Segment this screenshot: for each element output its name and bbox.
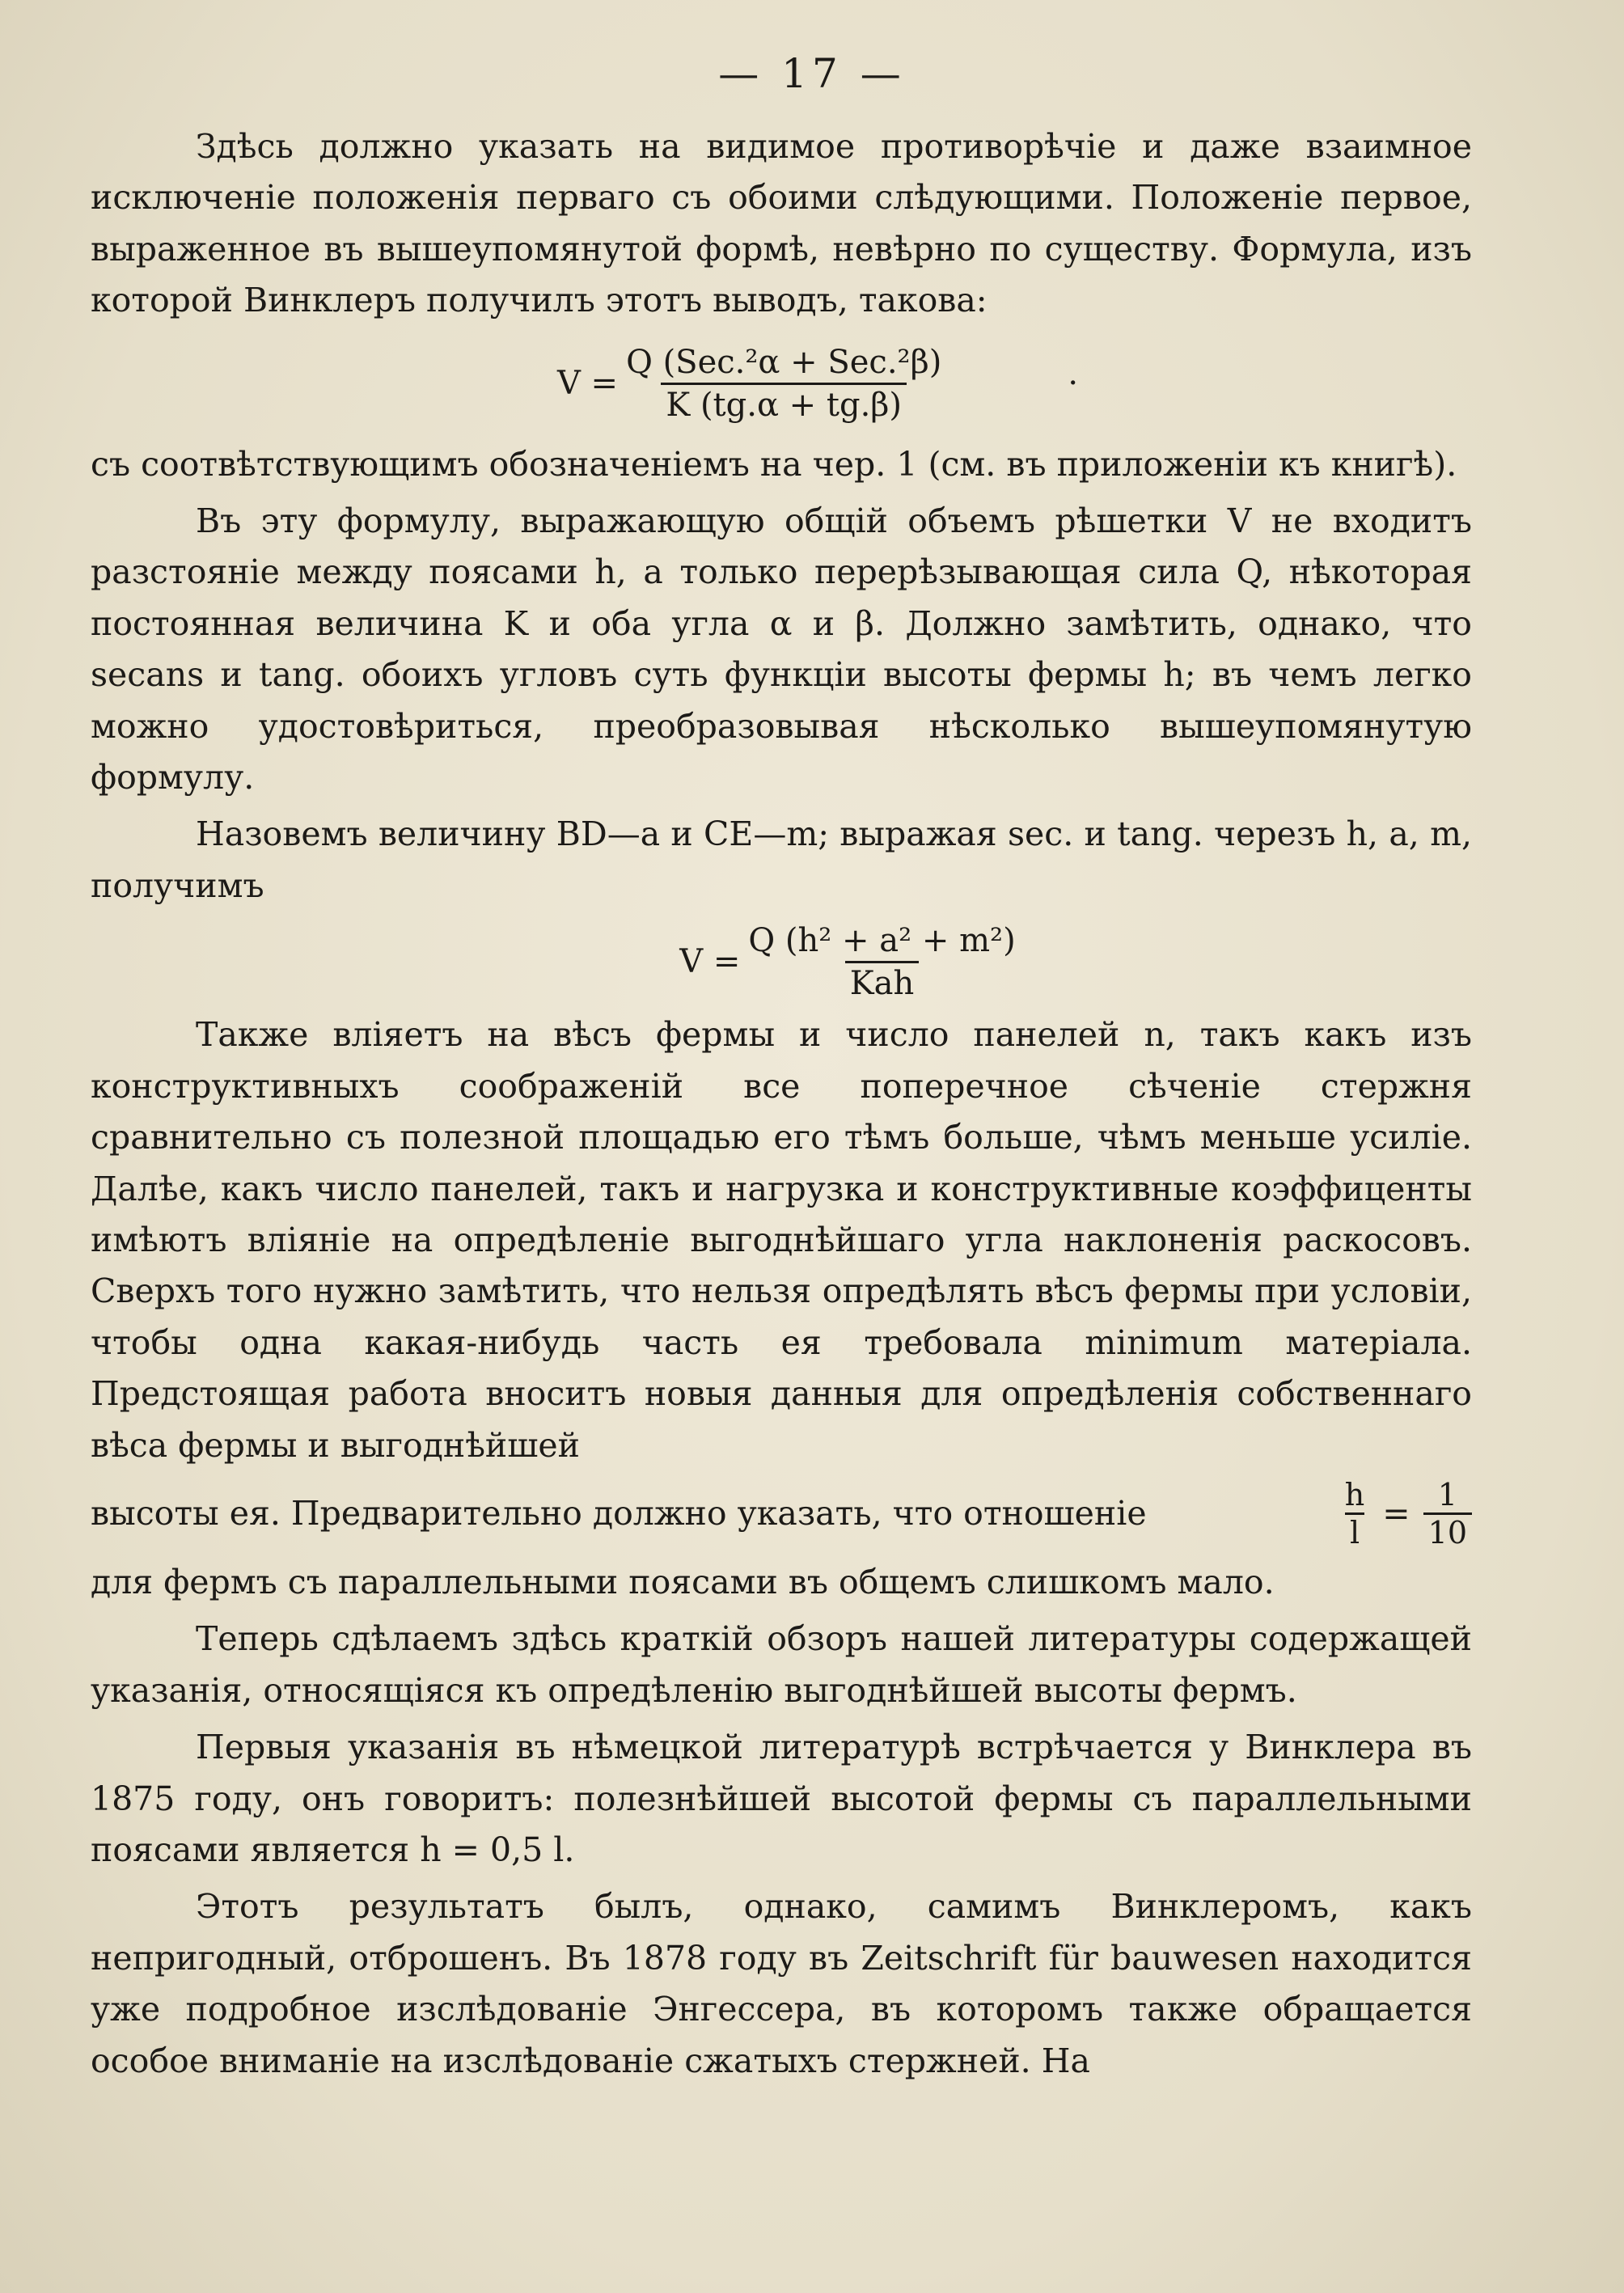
formula-1: [163, 332, 1472, 436]
ratio-right-num: 1: [1437, 1477, 1457, 1513]
paragraph-8: Этотъ результатъ былъ, однако, самимъ Винклеромъ, какъ непригодный, отброшенъ. Въ 1878 году въ Zeitschrift für bauwesen находится уже подробное изслѣдованіе Энгессера, въ которомъ также обращается особое вниманіе на изслѣдованіе сжатыхъ стержней. На: [91, 1887, 1472, 2080]
paragraph-4: Назовемъ величину BD—a и CE—m; выражая sec. и tang. черезъ h, a, m, получимъ: [91, 814, 1472, 905]
paragraph-5: Также вліяетъ на вѣсъ фермы и число панелей n, такъ какъ изъ конструктивныхъ соображеній все поперечное сѣченіе стержня сравнительно съ полезной площадью его тѣмъ больше, чѣмъ меньше усиліе. Далѣе, какъ число панелей, такъ и нагрузка и конструктивные коэффиценты имѣютъ вліяніе на опредѣленіе выгоднѣйшаго угла наклоненія раскосовъ. Сверхъ того нужно замѣтить, что нельзя опредѣлять вѣсъ фермы при условіи, чтобы одна какая-нибудь часть ея требовала minimum матеріала. Предстоящая работа вноситъ новыя данныя для опредѣленія собственнаго вѣса фермы и выгоднѣйшей: [91, 1015, 1472, 1465]
ratio-equals: =: [1382, 1494, 1410, 1534]
page-number: — 17 —: [718, 50, 906, 97]
paragraph-2: съ соотвѣтствующимъ обозначеніемъ на чер. 1 (см. въ приложеніи къ книгѣ).: [91, 444, 1457, 484]
formula-2-lhs: V =: [679, 942, 741, 980]
ratio-right-den: 10: [1423, 1512, 1472, 1551]
ratio-line-text: высоты ея. Предварительно должно указать, что отношеніе: [91, 1494, 1147, 1534]
ratio-left-fraction: [1340, 1477, 1369, 1551]
ratio-line: [91, 1471, 1472, 1557]
ratio-right-fraction: [1423, 1477, 1472, 1551]
formula-2: [228, 917, 1472, 1006]
formula-2-denominator: Kah: [845, 961, 920, 1004]
ratio-left-den: l: [1345, 1512, 1364, 1551]
formula-1-numerator: Q (Sec.²α + Sec.²β): [626, 344, 942, 382]
formula-1-dot: ·: [1068, 364, 1079, 402]
paragraph-5-end: для фермъ съ параллельными поясами въ общемъ слишкомъ мало.: [91, 1562, 1275, 1601]
paragraph-6: Теперь сдѣлаемъ здѣсь краткій обзоръ нашей литературы содержащей указанія, относящіяся къ опредѣленію выгоднѣйшей высоты фермъ.: [91, 1619, 1472, 1710]
ratio-equation: [1340, 1477, 1472, 1551]
formula-1-denominator: K (tg.α + tg.β): [661, 383, 907, 425]
paragraph-1: Здѣсь должно указать на видимое противорѣчіе и даже взаимное исключеніе положенія перваго съ обоими слѣдующими. Положеніе первое, выраженное въ вышеупомянутой формѣ, невѣрно по существу. Формула, изъ которой Винклеръ получилъ этотъ выводъ, такова:: [91, 127, 1472, 320]
ratio-left-num: h: [1344, 1477, 1365, 1513]
formula-2-fraction: [743, 920, 1020, 1004]
formula-2-numerator: Q (h² + a² + m²): [748, 921, 1016, 959]
paragraph-7: Первыя указанія въ нѣмецкой литературѣ встрѣчается у Винклера въ 1875 году, онъ говоритъ: полезнѣйшей высотой фермы съ параллельными поясами является h = 0,5 l.: [91, 1728, 1472, 1869]
paragraph-3: Въ эту формулу, выражающую общій объемъ рѣшетки V не входитъ разстояніе между поясами h, а только перерѣзывающая сила Q, нѣкоторая постоянная величина K и оба угла α и β. Должно замѣтить, однако, что secans и tang. обоихъ угловъ суть функціи высоты фермы h; въ чемъ легко можно удостовѣриться, преобразовывая нѣсколько вышеупомянутую формулу.: [91, 501, 1472, 797]
page-body: [91, 121, 1472, 2092]
formula-1-fraction: [621, 342, 946, 425]
formula-1-lhs: V =: [556, 364, 619, 402]
